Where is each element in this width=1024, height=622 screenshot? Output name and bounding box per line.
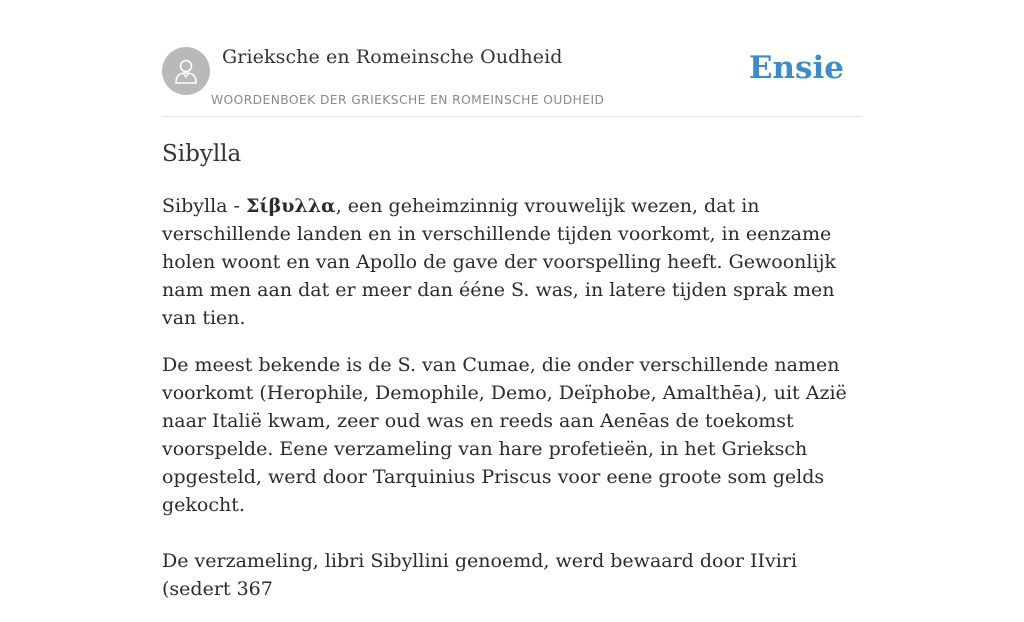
entry-paragraph-3: De verzameling, libri Sibyllini genoemd, werd bewaard door IIviri (sedert 367 [162,550,798,600]
entry-paragraph-1 [162,192,868,332]
user-silhouette-icon [171,56,201,86]
book-subtitle: WOORDENBOEK DER GRIEKSCHE EN ROMEINSCHE OUDHEID [211,93,605,107]
entry-content [162,192,868,622]
entry-paragraph-2: De meest bekende is de S. van Cumae, die onder verschillende namen voorkomt (Herophile, Demophile, Demo, Deïphobe, Amalthēa), uit Azië naar Italië kwam, zeer oud was en reeds aan Aenēas de toekomst voorspelde. Eene verzameling van hare profetieën, in het Grieksch opgesteld, werd door Tarquinius Priscus voor eene groote som gelds gekocht. [162,354,847,516]
entry-term: Sibylla - [162,195,246,217]
book-header [162,46,862,117]
entry-title: Sibylla [162,141,242,167]
greek-term: Σίβυλλα [245,195,336,217]
user-avatar-icon[interactable] [162,47,210,95]
book-title-link[interactable]: Grieksche en Romeinsche Oudheid [222,46,563,68]
ensie-logo[interactable]: Ensie [748,50,844,86]
entry-definition: , een geheimzinnig vrouwelijk wezen, dat in verschillende landen en in verschillende tijden voorkomt, in eenzame holen woont en van Apollo de gave der voorspelling heeft. Gewoonlijk nam men aan dat er meer dan éénе S. was, in latere tijden sprak men van tien. [162,195,836,329]
